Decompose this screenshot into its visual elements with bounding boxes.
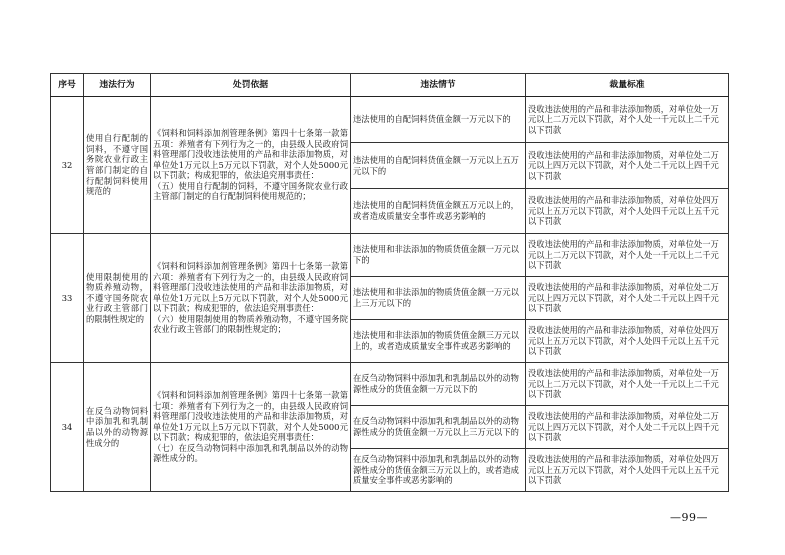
row-basis [151, 363, 351, 492]
row-standard: 没收违法使用的产品和非法添加物质，对单位处四万元以上五万元以下罚款，对个人处四千元以上五千元以下罚款 [526, 189, 729, 234]
row-circumstance: 违法使用和非法添加的物质货值金额一万元以上三万元以下的 [351, 277, 526, 320]
row-circumstance: 违法使用的自配饲料货值金额五万元以上的，或者造成质量安全事件或恶劣影响的 [351, 189, 526, 234]
basis-main-text: 《饲料和饲料添加剂管理条例》第四十七条第一款第五项：养殖者有下列行为之一的，由县级人民政府饲料管理部门没收违法使用的产品和非法添加物质，对单位处1万元以上5万元以下罚款，对个人处5000元以下罚款；构成犯罪的，依法追究刑事责任： [153, 127, 348, 181]
basis-item-text: （六）使用限制使用的物质养殖动物，不遵守国务院农业行政主管部门的限制性规定的； [153, 313, 348, 335]
row-violation: 使用限制使用的物质养殖动物，不遵守国务院农业行政主管部门的限制性规定的 [84, 234, 151, 363]
row-standard: 没收违法使用的产品和非法添加物质，对单位处一万元以上二万元以下罚款，对个人处一千元以上二千元以下罚款 [526, 234, 729, 277]
row-standard: 没收违法使用的产品和非法添加物质，对单位处二万元以上四万元以下罚款，对个人处二千元以上四千元以下罚款 [526, 143, 729, 189]
row-basis [151, 234, 351, 363]
row-standard: 没收违法使用的产品和非法添加物质，对单位处一万元以上二万元以下罚款，对个人处一千元以上二千元以下罚款 [526, 363, 729, 406]
table-row [51, 234, 729, 277]
row-violation: 使用自行配制的饲料，不遵守国务院农业行政主管部门制定的自行配制饲料使用规范的 [84, 97, 151, 234]
row-basis [151, 97, 351, 234]
row-serial: 33 [51, 234, 84, 363]
header-serial: 序号 [51, 74, 84, 97]
row-circumstance: 违法使用的自配饲料货值金额一万元以下的 [351, 97, 526, 143]
row-standard: 没收违法使用的产品和非法添加物质，对单位处四万元以上五万元以下罚款，对个人处四千元以上五千元以下罚款 [526, 449, 729, 492]
table-row [51, 97, 729, 143]
header-circumstance: 违法情节 [351, 74, 526, 97]
header-row [51, 74, 729, 97]
row-standard: 没收违法使用的产品和非法添加物质，对单位处四万元以上五万元以下罚款，对个人处四千元以上五千元以下罚款 [526, 320, 729, 363]
row-circumstance: 违法使用的自配饲料货值金额一万元以上五万元以下的 [351, 143, 526, 189]
basis-main-text: 《饲料和饲料添加剂管理条例》第四十七条第一款第七项：养殖者有下列行为之一的，由县级人民政府饲料管理部门没收违法使用的产品和非法添加物质，对单位处1万元以上5万元以下罚款，对个人处5000元以下罚款；构成犯罪的，依法追究刑事责任： [153, 389, 348, 443]
basis-main-text: 《饲料和饲料添加剂管理条例》第四十七条第一款第六项：养殖者有下列行为之一的，由县级人民政府饲料管理部门没收违法使用的产品和非法添加物质，对单位处1万元以上5万元以下罚款，对个人处5000元以下罚款；构成犯罪的，依法追究刑事责任： [153, 260, 348, 314]
header-basis: 处罚依据 [151, 74, 351, 97]
row-circumstance: 在反刍动物饲料中添加乳和乳制品以外的动物源性成分的货值金额一万元以下的 [351, 363, 526, 406]
basis-item-text: （七）在反刍动物饲料中添加乳和乳制品以外的动物源性成分的。 [153, 442, 348, 464]
table-row [51, 363, 729, 406]
row-standard: 没收违法使用的产品和非法添加物质，对单位处二万元以上四万元以下罚款，对个人处二千元以上四千元以下罚款 [526, 406, 729, 449]
row-standard: 没收违法使用的产品和非法添加物质，对单位处一万元以上二万元以下罚款，对个人处一千元以上二千元以下罚款 [526, 97, 729, 143]
page-number: —99— [670, 511, 708, 524]
row-circumstance: 违法使用和非法添加的物质货值金额一万元以下的 [351, 234, 526, 277]
header-standard: 裁量标准 [526, 74, 729, 97]
row-circumstance: 在反刍动物饲料中添加乳和乳制品以外的动物源性成分的货值金额三万元以上的，或者造成质量安全事件或恶劣影响的 [351, 449, 526, 492]
penalty-table [50, 73, 729, 492]
basis-item-text: （五）使用自行配制的饲料，不遵守国务院农业行政主管部门制定的自行配制饲料使用规范的； [153, 180, 348, 202]
header-violation: 违法行为 [84, 74, 151, 97]
row-standard: 没收违法使用的产品和非法添加物质，对单位处二万元以上四万元以下罚款，对个人处二千元以上四千元以下罚款 [526, 277, 729, 320]
row-circumstance: 违法使用和非法添加的物质货值金额三万元以上的，或者造成质量安全事件或恶劣影响的 [351, 320, 526, 363]
row-circumstance: 在反刍动物饲料中添加乳和乳制品以外的动物源性成分的货值金额一万元以上三万元以下的 [351, 406, 526, 449]
row-serial: 34 [51, 363, 84, 492]
row-serial: 32 [51, 97, 84, 234]
row-violation: 在反刍动物饲料中添加乳和乳制品以外的动物源性成分的 [84, 363, 151, 492]
